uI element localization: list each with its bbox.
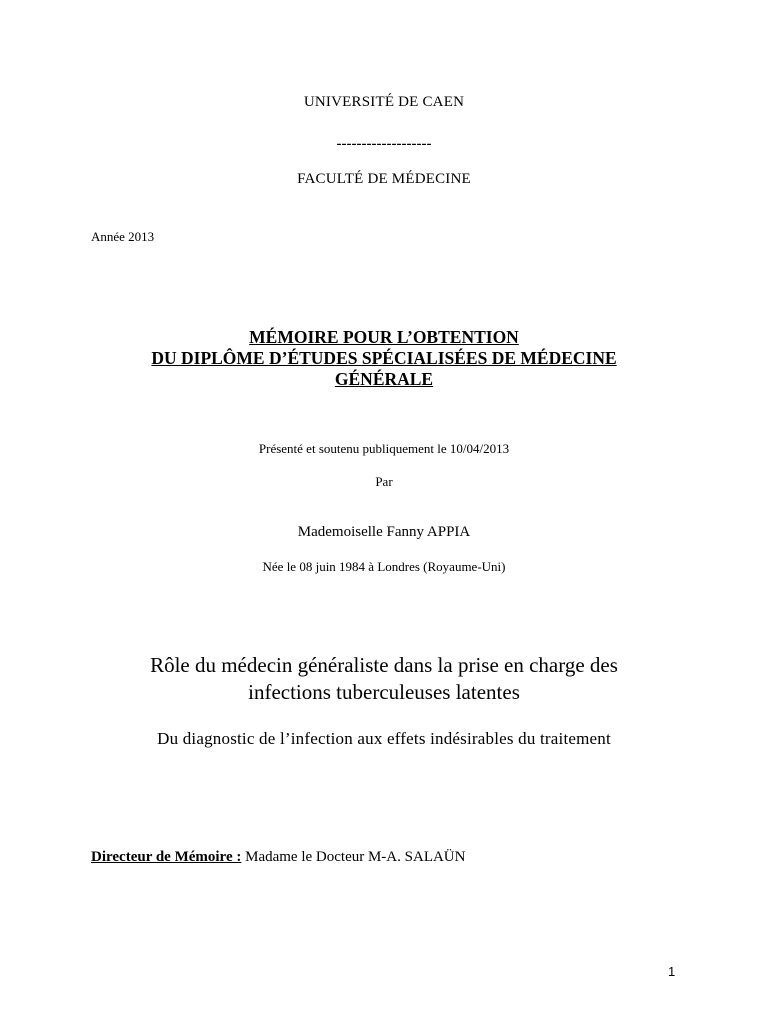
header-separator: ------------------- xyxy=(336,136,432,152)
defense-date: Présenté et soutenu publiquement le 10/04/2013 xyxy=(258,441,510,456)
by-label: Par xyxy=(375,474,393,489)
page-number: 1 xyxy=(668,964,676,979)
academic-year: Année 2013 xyxy=(91,229,155,244)
author-birth-info: Née le 08 juin 1984 à Londres (Royaume-Uni) xyxy=(262,559,506,574)
thesis-title-line-2: infections tuberculeuses latentes xyxy=(248,680,520,704)
thesis-degree-title-line-3: GÉNÉRALE xyxy=(334,369,434,389)
director-label: Directeur de Mémoire : xyxy=(91,849,242,865)
thesis-subtitle: Du diagnostic de l’infection aux effets indésirables du traitement xyxy=(157,729,611,748)
thesis-director xyxy=(91,849,465,866)
faculty-name: FACULTÉ DE MÉDECINE xyxy=(297,171,471,187)
director-name: Madame le Docteur M-A. SALAÜN xyxy=(241,849,466,865)
thesis-degree-title-line-1: MÉMOIRE POUR L’OBTENTION xyxy=(249,327,519,347)
thesis-degree-title-line-2: DU DIPLÔME D’ÉTUDES SPÉCIALISÉES DE MÉDECINE xyxy=(151,348,617,368)
thesis-title-line-1: Rôle du médecin généraliste dans la prise en charge des xyxy=(150,653,618,677)
university-name: UNIVERSITÉ DE CAEN xyxy=(303,94,465,110)
thesis-title xyxy=(0,652,768,706)
author-name: Mademoiselle Fanny APPIA xyxy=(297,524,471,540)
thesis-degree-title xyxy=(0,327,768,390)
